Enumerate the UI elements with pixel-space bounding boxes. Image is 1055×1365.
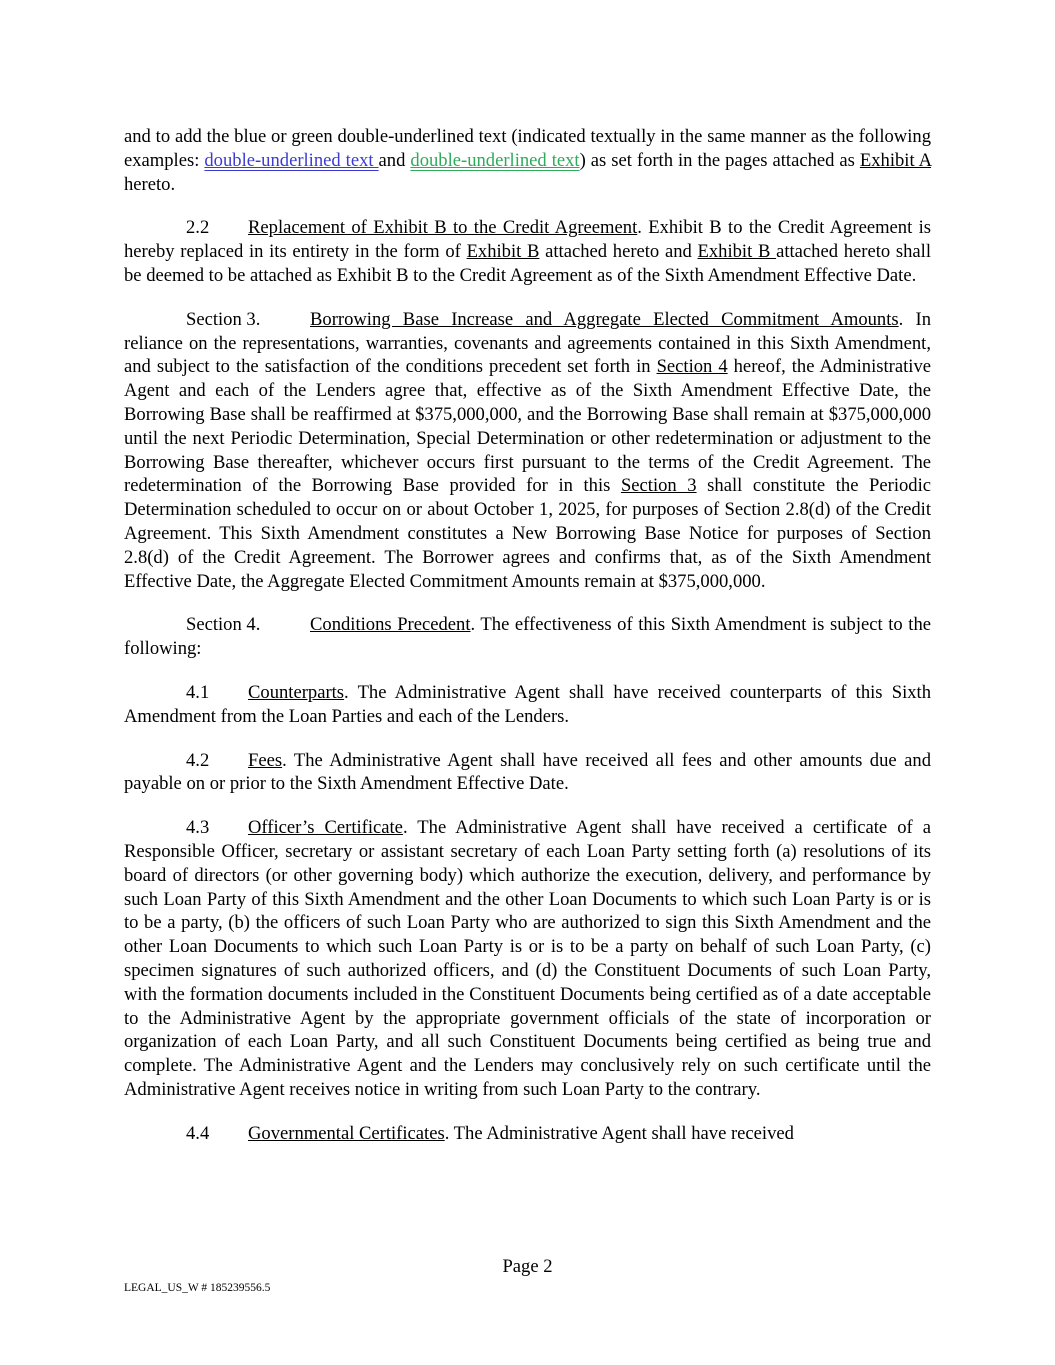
exhibit-a-reference: Exhibit A xyxy=(859,149,931,171)
section-text: . The Administrative Agent shall have received counterparts of this Sixth Amendment from the Loan Parties and each of the Lenders. xyxy=(124,681,931,727)
blue-double-underlined-example: double-underlined text xyxy=(204,149,379,171)
intro-text-4: hereto. xyxy=(124,173,176,195)
section-text: shall constitute the Periodic Determination scheduled to occur on or about October 1, 2025, for purposes of Section 2.8(d) of the Credit Agreement. This Sixth Amendment constitutes a New Borrowing Base Notice for purposes of Section 2.8(d) of the Credit Agreement. The Borrower agrees and confirms that, as of the Sixth Amendment Effective Date, the Aggregate Elected Commitment Amounts remain at $375,000,000. xyxy=(124,475,931,592)
section-4-1 xyxy=(124,681,931,729)
section-2-2 xyxy=(124,216,931,287)
section-text: . Exhibit B to the Credit Agreement is hereby replaced in its entirety in the form of xyxy=(124,217,931,263)
intro-paragraph xyxy=(124,125,931,196)
section-3-reference: Section 3 xyxy=(620,475,697,497)
section-text: . The Administrative Agent shall have received all fees and other amounts due and payable on or prior to the Sixth Amendment Effective Date. xyxy=(124,749,931,795)
section-label: Section 3. xyxy=(186,308,261,330)
intro-text-3: ) as set forth in the pages attached as xyxy=(579,149,860,171)
section-text: . The effectiveness of this Sixth Amendment is subject to the following: xyxy=(124,614,932,660)
section-text: . In reliance on the representations, warranties, covenants and agreements contained in this Sixth Amendment, and subject to the satisfaction of the conditions precedent set forth in xyxy=(124,308,932,378)
section-text: . The Administrative Agent shall have received a certificate of a Responsible Officer, secretary or assistant secretary of each Loan Party setting forth (a) resolutions of its board of directors (or other governing body) which authorize the execution, delivery, and performance by such Loan Party of this Sixth Amendment and the other Loan Documents to which such Loan Party is or is to be a party, (b) the officers of such Loan Party who are authorized to sign this Sixth Amendment and the other Loan Documents to which such Loan Party is or is to be a party on behalf of such Loan Party, (c) specimen signatures of such authorized officers, and (d) the Constituent Documents of such Loan Party, with the formation documents included in the Constituent Documents being certified as of a date acceptable to the Administrative Agent by the appropriate government officials of the state of incorporation or organization of each Loan Party, and all such Constituent Documents being certified as being true and complete. The Administrative Agent and the Lenders may conclusively rely on such certificate until the Administrative Agent receives notice in writing from such Loan Party to the contrary. xyxy=(124,817,931,1100)
section-number: 2.2 xyxy=(186,217,210,239)
section-heading: Officer’s Certificate xyxy=(248,817,403,839)
section-4-reference: Section 4 xyxy=(656,356,728,378)
section-text: attached hereto and xyxy=(539,241,698,263)
exhibit-b-reference: Exhibit B xyxy=(697,241,777,263)
section-number: 4.2 xyxy=(186,749,210,771)
section-heading: Borrowing Base Increase and Aggregate Elected Commitment Amounts xyxy=(310,308,899,330)
section-number: 4.4 xyxy=(186,1122,210,1144)
exhibit-b-reference: Exhibit B xyxy=(466,241,540,263)
section-heading: Replacement of Exhibit B to the Credit Agreement xyxy=(248,217,638,239)
green-double-underlined-example: double-underlined text xyxy=(410,149,580,171)
section-label: Section 4. xyxy=(186,614,261,636)
section-heading: Governmental Certificates xyxy=(248,1122,445,1144)
intro-text-2: and xyxy=(378,149,411,171)
section-4-4 xyxy=(124,1122,931,1146)
section-number: 4.3 xyxy=(186,817,210,839)
section-heading: Counterparts xyxy=(248,681,345,703)
intro-text-1: and to add the blue or green double-underlined text (indicated textually in the same manner as the following examples: xyxy=(124,126,931,171)
section-text: hereof, the Administrative Agent and each of the Lenders agree that, effective as of the Sixth Amendment Effective Date, the Borrowing Base shall be reaffirmed at $375,000,000, and the Borrowing Base shall remain at $375,000,000 until the next Periodic Determination, Special Determination or other redetermination or adjustment to the Borrowing Base thereafter, whichever occurs first pursuant to the terms of the Credit Agreement. The redetermination of the Borrowing Base provided for in this xyxy=(124,356,932,497)
section-text: attached hereto shall be deemed to be attached as Exhibit B to the Credit Agreement as of the Sixth Amendment Effective Date. xyxy=(124,241,932,286)
section-4-3 xyxy=(124,816,931,1102)
section-heading: Conditions Precedent xyxy=(310,614,471,636)
document-body xyxy=(124,125,931,1145)
document-id: LEGAL_US_W # 185239556.5 xyxy=(124,1282,271,1294)
section-3 xyxy=(124,308,931,594)
section-4 xyxy=(124,613,931,661)
section-number: 4.1 xyxy=(186,681,210,703)
section-text: . The Administrative Agent shall have received xyxy=(444,1122,794,1144)
section-4-2 xyxy=(124,749,931,797)
section-heading: Fees xyxy=(248,749,283,771)
page-number: Page 2 xyxy=(502,1256,553,1277)
